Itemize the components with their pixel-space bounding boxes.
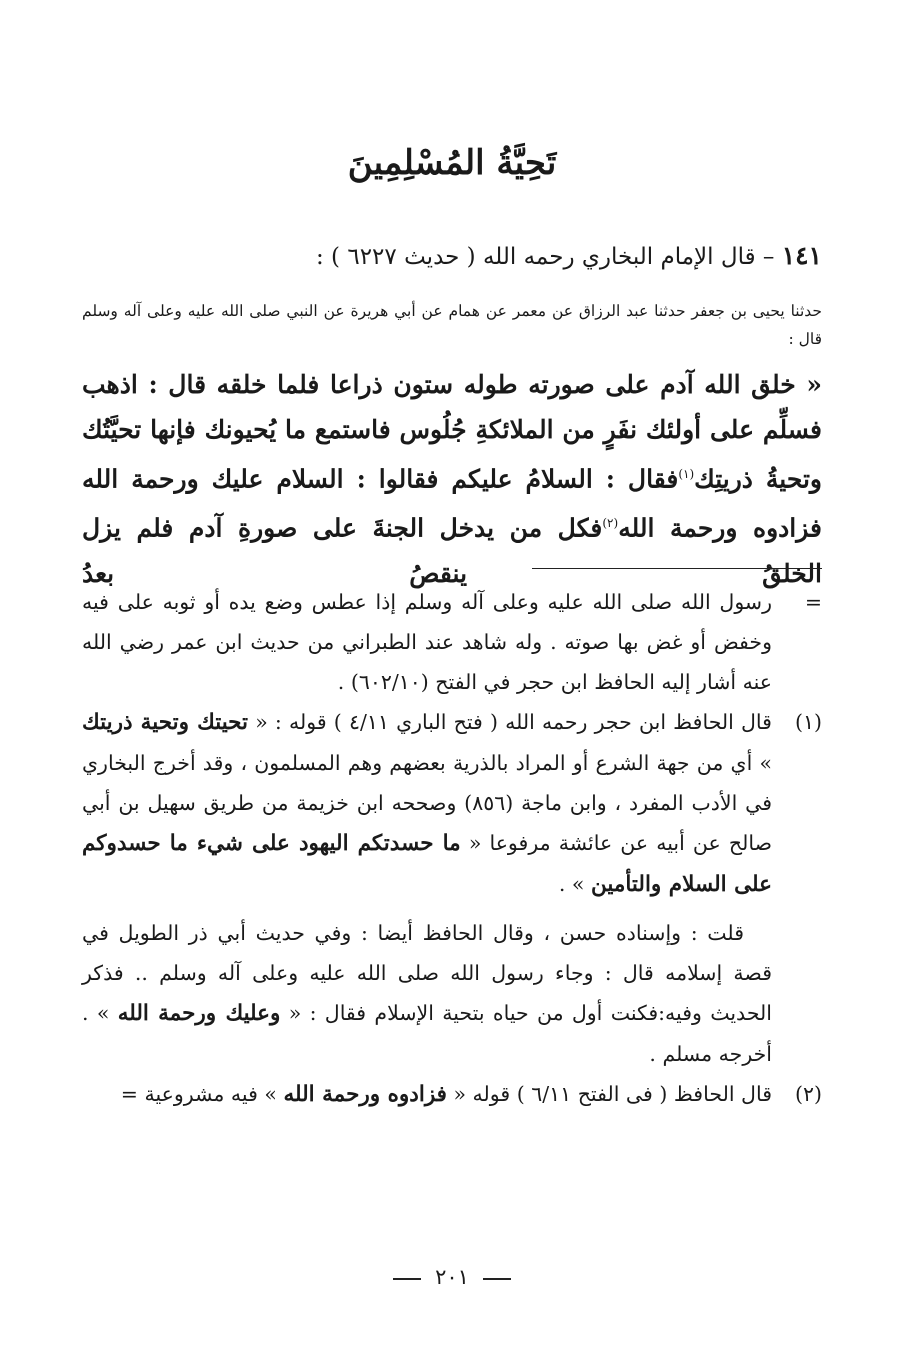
fn1-text-a: قال الحافظ ابن حجر رحمه الله ( فتح الباري ٤/١١ ) قوله : « [255,710,772,734]
fn1-text-c: » أي من جهة الشرع أو المراد بالذرية بعضهم وهم المسلمون ، وقد أخرج البخاري في الأدب المفرد ، وابن ماجة (٨٥٦) وصححه ابن خزيمة من طريق سهيل بن أبي صالح عن أبيه عن عائشة مرفوعا « [82,751,772,855]
hadith-heading [82,238,822,275]
matn-part-1: « خلق الله آدم على صورته طوله ستون ذراعا فلما خلقه قال : اذهب فسلِّم على أولئك نفَرٍ من الملائكةِ جُلُوس فاستمع ما يُحيونك فإنها تحيَّتُك وتحيةُ ذريتِك [82,370,822,494]
fn1-text-e: » . [558,872,585,896]
footnote-ref-1: (١) [678,467,695,481]
footnotes [82,582,822,1115]
comment-bold-quote: وعليك ورحمة الله [117,1001,281,1026]
footnote-ref-2: (٢) [602,516,619,531]
footnote-1-comment [82,913,822,1074]
footnote-1-text [82,702,772,905]
comment-text-c: » . أخرجه مسلم . [82,1001,772,1066]
fn2-text-a: قال الحافظ ( فى الفتح ٦/١١ ) قوله « [453,1082,772,1106]
hadith-matn [82,362,822,596]
matn-part-3: فكل من يدخل الجنةَ على صورةِ آدم فلم يزل الخلقُ ينقصُ بعدُ [82,513,822,588]
page-number [0,1262,904,1292]
continuation-mark: = [804,590,822,614]
hadith-isnad: حدثنا يحيى بن جعفر حدثنا عبد الرزاق عن معمر عن همام عن أبي هريرة عن النبي صلى الله عليه وعلى آله وسلم قال : [82,302,822,348]
page-number-value: ٢٠١ [435,1265,469,1289]
fn2-bold-quote: فزادوه ورحمة الله [283,1082,447,1107]
page-number-dash-left [393,1278,421,1280]
fn2-text-c: » فيه مشروعية = [120,1082,277,1106]
hadith-number: ١٤١ [781,241,822,270]
continuation-text: رسول الله صلى الله عليه وعلى آله وسلم إذا عطس وضع يده أو ثوبه على فيه وخفض أو غض بها صوته . وله شاهد عند الطبراني من حديث ابن عمر رضي الله عنه أشار إليه الحافظ ابن حجر في الفتح (٦٠٢/١٠) . [82,590,772,694]
footnote-continuation [82,582,822,702]
fn1-bold-hadith: ما حسدتكم اليهود على شيء ما حسدوكم على السلام والتأمين [82,831,772,897]
fn1-bold-quote: تحيتك وتحية ذريتك [82,710,249,735]
footnote-2-text [82,1074,772,1115]
hadith-intro: – قال الإمام البخاري رحمه الله ( حديث ٦٢٢٧ ) : [315,244,782,270]
footnote-1-mark: (١) [794,710,822,734]
matn-part-2: فقال : السلامُ عليكم فقالوا : السلام عليك ورحمة الله فزادوه ورحمة الله [82,464,822,543]
footnote-separator [532,568,822,569]
footnote-1 [82,702,822,905]
chapter-title: تَحِيَّةُ المُسْلِمِينَ [347,143,557,183]
footnote-2-mark: (٢) [794,1082,822,1106]
footnote-2 [82,1074,822,1115]
comment-text-a: قلت : وإسناده حسن ، وقال الحافظ أيضا : وفي حديث أبي ذر الطويل في قصة إسلامه قال : وجاء رسول الله صلى الله عليه وعلى آله وسلم .. فذكر الحديث وفيه:فكنت أول من حياه بتحية الإسلام فقال : « [82,921,772,1025]
page-number-dash-right [483,1278,511,1280]
